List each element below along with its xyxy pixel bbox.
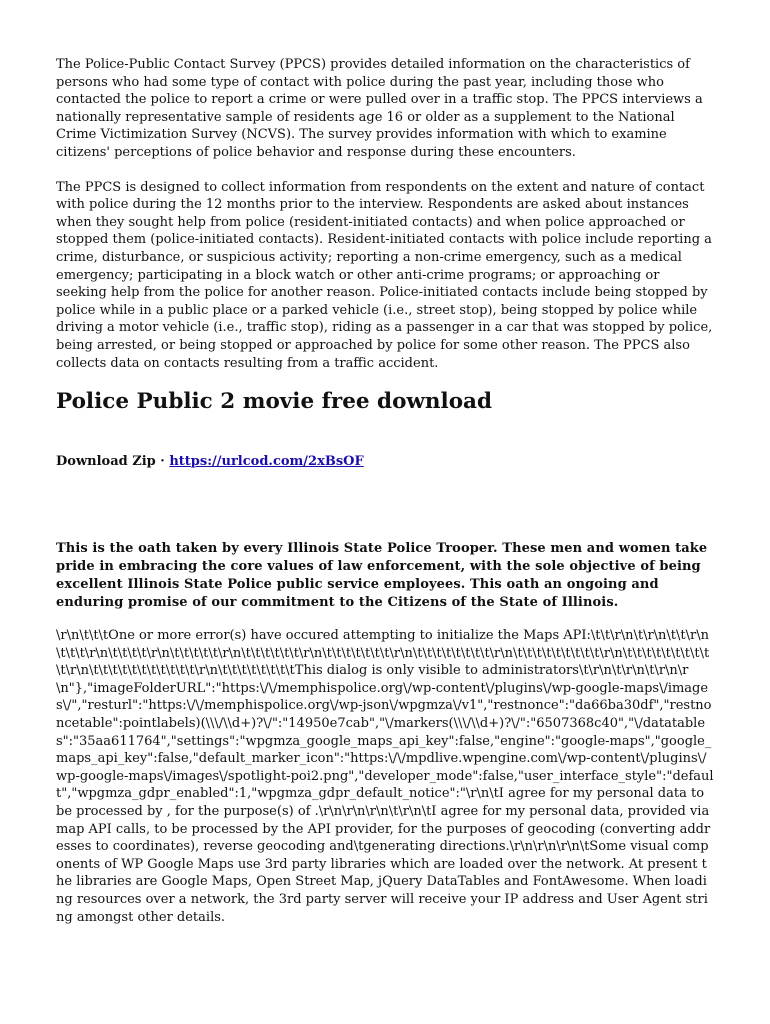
ppcs-design-paragraph: The PPCS is designed to collect information from respondents on the extent and nature of contact with police during the 12 months prior to the interview. Respondents are asked about instances when they sought help from police (resident-initiated contacts) and when police approached or stopped them (police-initiated contacts). Resident-initiated contacts with police include reporting a crime, disturbance, or suspicious activity; reporting a non-crime emergency, such as a medical emergency; participating in a block watch or other anti-crime programs; or approaching or seeking help from the police for another reason. Police-initiated contacts include being stopped by police while in a public place or a parked vehicle (i.e., street stop), being stopped by police while driving a motor vehicle (i.e., traffic stop), riding as a passenger in a car that was stopped by police, being arrested, or being stopped or approached by police for some other reason. The PPCS also collects data on contacts resulting from a traffic accident.: [56, 179, 713, 371]
download-link[interactable]: https://urlcod.com/2xBsOF: [169, 454, 364, 470]
raw-text-block: \r\n\t\t\tOne or more error(s) have occured attempting to initialize the Maps API:\t\t\r\n\t\r\n\t\t\r\n\t\t\t\r\n\t\t\t\t\r\n\t\t\t\t\t\r\n\t\t\t\t\t\t\r\n\t\t\t\t\t\t\t\r\n\t\t\t\t\t\t\t\t\r\n\t\t\t\t\t\t\t\t\t\r\n\t\t\t\t\t\t\t\t\t\t\r\n\t\t\t\t\t\t\t\t\t\t\t\r\n\t\t\t\t\t\t\t\tThis dialog is only visible to administrators\t\r\n\t\r\n\t\r\n\r\n"},"imageFolderURL":"https:\/\/memphispolice.org\/wp-content\/plugins\/wp-google-maps\/images\/","resturl":"https:\/\/memphispolice.org\/wp-json\/wpgmza\/v1","restnonce":"da66ba30df","restnoncetable":pointlabels)(\\\/\\d+)?\/":"14950e7cab","\/markers(\\\/\\d+)?\/":"6507368c40","\/datatables":"35aa611764","settings":"wpgmza_google_maps_api_key":false,"engine":"google-maps","google_maps_api_key":false,"default_marker_icon":"https:\/\/mpdlive.wpengine.com\/wp-content\/plugins\/wp-google-maps\/images\/spotlight-poi2.png","developer_mode":false,"user_interface_style":"default","wpgmza_gdpr_enabled":1,"wpgmza_gdpr_default_notice":"\r\n\tI agree for my personal data to be processed by , for the purpose(s) of .\r\n\r\n\r\n\t\r\n\tI agree for my personal data, provided via map API calls, to be processed by the API provider, for the purposes of geocoding (converting addresses to coordinates), reverse geocoding and\tgenerating directions.\r\n\r\n\r\n\tSome visual components of WP Google Maps use 3rd party libraries which are loaded over the network. At present the libraries are Google Maps, Open Street Map, jQuery DataTables and FontAwesome. When loading resources over a network, the 3rd party server will receive your IP address and User Agent string amongst other details.: [56, 628, 714, 925]
intro-paragraph: The Police-Public Contact Survey (PPCS) provides detailed information on the characteristics of persons who had some type of contact with police during the past year, including those who contacted the police to report a crime or were pulled over in a traffic stop. The PPCS interviews a nationally representative sample of residents age 16 or older as a supplement to the National Crime Victimization Survey (NCVS). The survey provides information with which to examine citizens' perceptions of police behavior and response during these encounters.: [56, 57, 703, 160]
download-label: Download Zip ·: [56, 454, 170, 470]
download-line: [56, 453, 714, 470]
oath-paragraph: This is the oath taken by every Illinois State Police Trooper. These men and women take pride in embracing the core values of law enforcement, with the sole objective of being excellent Illinois State Police public service employees. This oath an ongoing and enduring promise of our commitment to the Citizens of the State of Illinois.: [56, 541, 708, 611]
page-title: Police Public 2 movie free download: [56, 389, 493, 415]
